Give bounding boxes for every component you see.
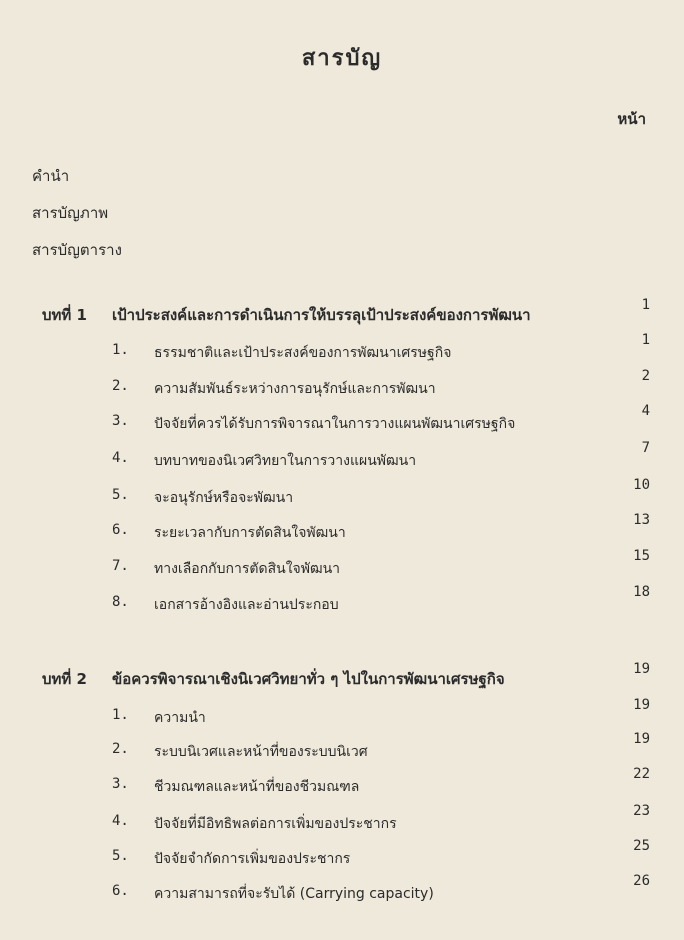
entry-number: 5.: [112, 848, 129, 864]
entry-number: 8.: [112, 594, 129, 610]
front-matter-list-of-tables: สารบัญตาราง: [32, 241, 122, 259]
entry-number: 3.: [112, 413, 129, 429]
chapter-title: ข้อควรพิจารณาเชิงนิเวศวิทยาทั่ว ๆ ไปในการพัฒนาเศรษฐกิจ: [112, 670, 505, 688]
entry-text: ทางเลือกกับการตัดสินใจพัฒนา: [154, 561, 341, 577]
entry-number: 3.: [112, 776, 129, 792]
entry-number: 1.: [112, 707, 129, 723]
chapter-title: เป้าประสงค์และการดำเนินการให้บรรลุเป้าประสงค์ของการพัฒนา: [112, 306, 531, 324]
page-column-label: หน้า: [617, 110, 646, 128]
entry-text: ปัจจัยที่มีอิทธิพลต่อการเพิ่มของประชากร: [154, 816, 397, 832]
entry-page: 4: [641, 403, 650, 419]
entry-text: ปัจจัยจำกัดการเพิ่มของประชากร: [154, 851, 351, 867]
front-matter-preface: คำนำ: [32, 167, 70, 185]
chapter-page: 19: [633, 661, 650, 677]
chapter-label: บทที่ 2: [42, 670, 87, 688]
entry-text: ความนำ: [154, 710, 206, 726]
entry-page: 25: [633, 838, 650, 854]
chapter-page: 1: [641, 297, 650, 313]
chapter-label: บทที่ 1: [42, 306, 87, 324]
entry-text: ระบบนิเวศและหน้าที่ของระบบนิเวศ: [154, 744, 368, 760]
page-title: สารบัญ: [301, 45, 383, 71]
entry-text: ธรรมชาติและเป้าประสงค์ของการพัฒนาเศรษฐกิจ: [154, 345, 452, 361]
entry-page: 10: [633, 477, 650, 493]
entry-number: 7.: [112, 558, 129, 574]
entry-page: 1: [641, 332, 650, 348]
entry-text: เอกสารอ้างอิงและอ่านประกอบ: [154, 597, 339, 613]
entry-page: 19: [633, 697, 650, 713]
entry-page: 7: [641, 440, 650, 456]
entry-text: ความสามารถที่จะรับได้ (Carrying capacity): [154, 886, 434, 902]
entry-number: 6.: [112, 883, 129, 899]
entry-text: จะอนุรักษ์หรือจะพัฒนา: [154, 490, 294, 506]
entry-page: 22: [633, 766, 650, 782]
entry-number: 2.: [112, 741, 129, 757]
entry-number: 2.: [112, 378, 129, 394]
entry-page: 2: [641, 368, 650, 384]
entry-number: 1.: [112, 342, 129, 358]
entry-number: 4.: [112, 813, 129, 829]
entry-page: 19: [633, 731, 650, 747]
entry-number: 4.: [112, 450, 129, 466]
entry-number: 6.: [112, 522, 129, 538]
entry-page: 15: [633, 548, 650, 564]
entry-page: 13: [633, 512, 650, 528]
entry-text: ความสัมพันธ์ระหว่างการอนุรักษ์และการพัฒนา: [154, 381, 436, 397]
front-matter-list-of-figures: สารบัญภาพ: [32, 204, 109, 222]
entry-number: 5.: [112, 487, 129, 503]
entry-page: 26: [633, 873, 650, 889]
entry-page: 23: [633, 803, 650, 819]
entry-text: ระยะเวลากับการตัดสินใจพัฒนา: [154, 525, 346, 541]
entry-text: ชีวมณฑลและหน้าที่ของชีวมณฑล: [154, 779, 360, 795]
entry-text: ปัจจัยที่ควรได้รับการพิจารณาในการวางแผนพัฒนาเศรษฐกิจ: [154, 416, 516, 432]
entry-page: 18: [633, 584, 650, 600]
entry-text: บทบาทของนิเวศวิทยาในการวางแผนพัฒนา: [154, 453, 417, 469]
